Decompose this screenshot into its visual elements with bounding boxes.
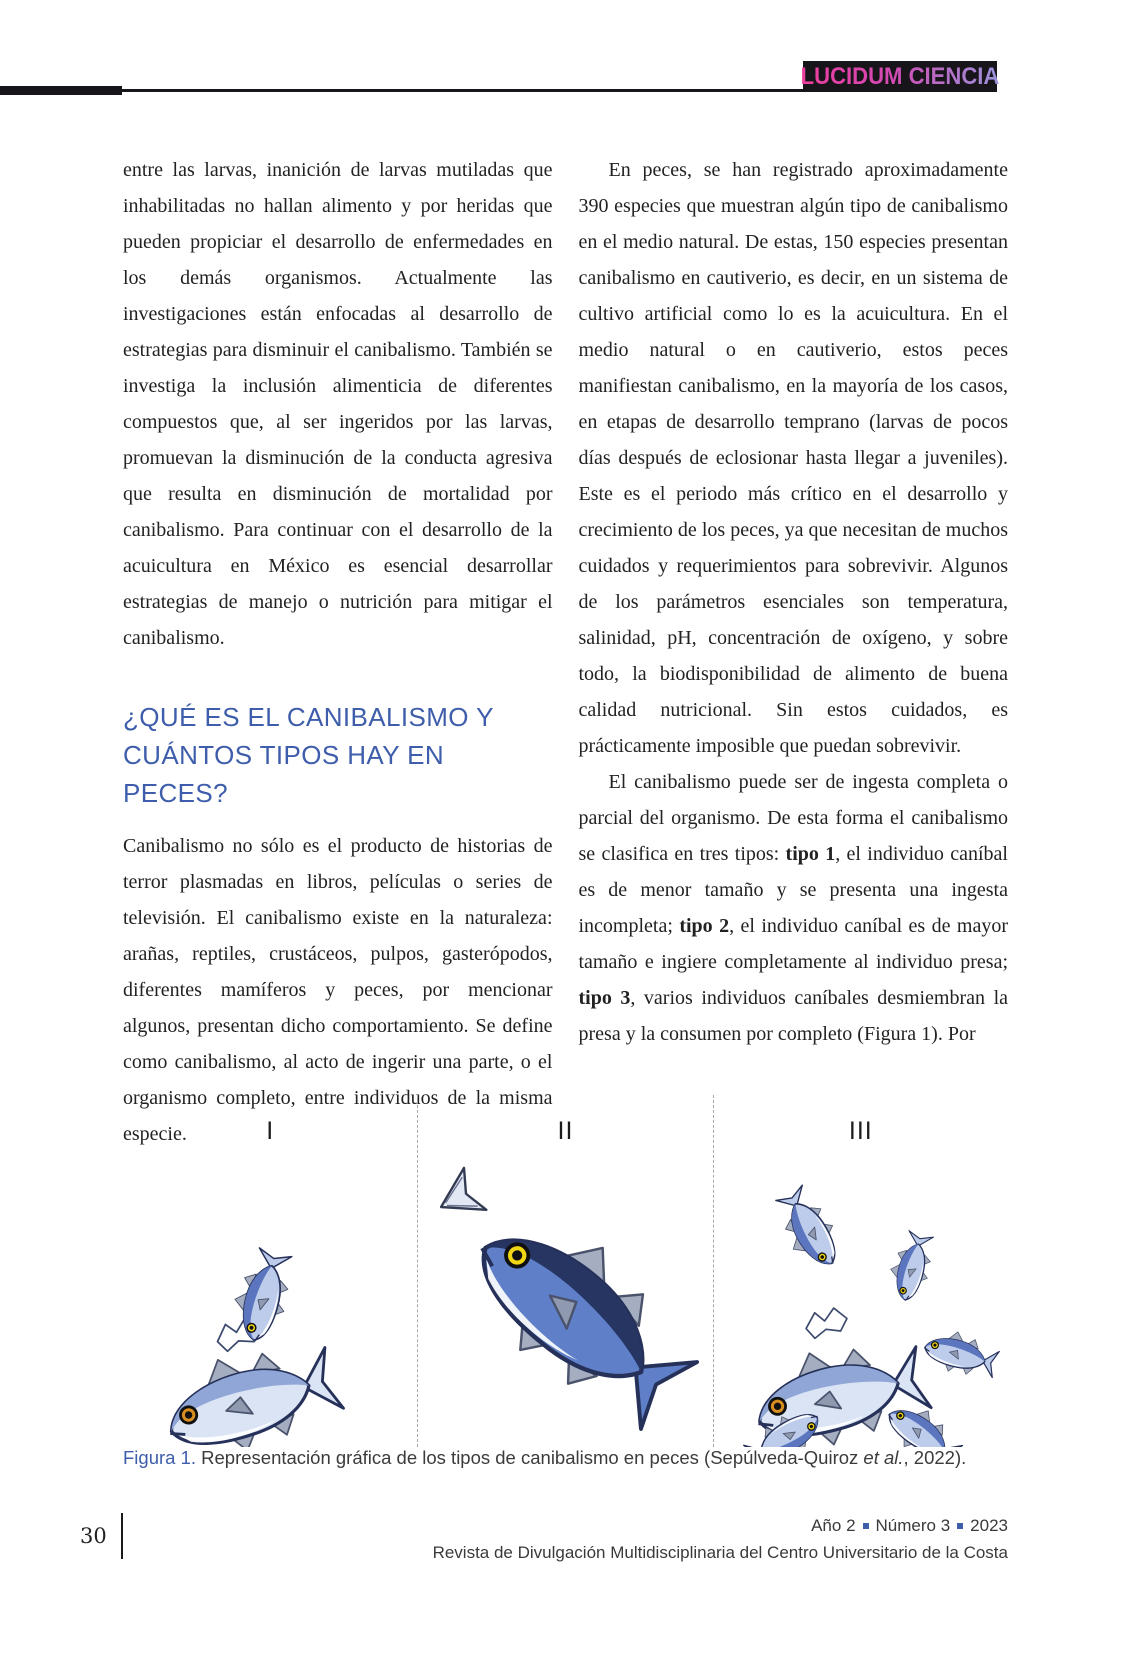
footer-issue-line — [433, 1512, 1008, 1539]
left-column — [123, 152, 553, 1152]
right-column — [579, 152, 1009, 1152]
figure-panel-type2 — [417, 1095, 712, 1447]
types-text-4: , varios individuos caníbales desmiembran la presa y la consumen por completo (Figura 1). Por — [578, 987, 1008, 1045]
types-text-3: , el individuo caníbal es de mayor tamaño e ingiere completamente al individuo presa; — [578, 915, 1008, 973]
figure-caption — [123, 1446, 1008, 1470]
separator-square-icon — [863, 1523, 869, 1529]
figure-panel-type1 — [123, 1095, 417, 1447]
figure-panel-type3-label: III — [848, 1117, 873, 1145]
article-body — [123, 152, 1008, 1152]
separator-square-icon — [957, 1523, 963, 1529]
fish-type2-icon — [418, 1147, 712, 1447]
types-bold-tipo1: tipo 1 — [785, 843, 836, 865]
types-bold-tipo3: tipo 3 — [578, 987, 631, 1009]
section-heading-line2: CUÁNTOS TIPOS HAY EN PECES? — [123, 740, 445, 808]
paragraph-definition: Canibalismo no sólo es el producto de historias de terror plasmadas en libros, películas o series de televisión. El canibalismo existe en la naturaleza: arañas, reptiles, crustáceos, pulpos, gasterópodos, diferentes mamíferos y peces, por mencionar algunos, presentan dicho comportamiento. Se define como canibalismo, al acto de ingerir una parte, o el organismo completo, entre individuos de la misma especie. — [123, 835, 553, 1145]
section-heading-line1: ¿QUÉ ES EL CANIBALISMO Y — [123, 702, 494, 732]
figure-panel-type3 — [713, 1095, 1008, 1447]
page-number: 30 — [80, 1524, 107, 1548]
fish-type1-icon — [123, 1147, 417, 1447]
types-text-1: El canibalismo puede ser de ingesta completa o parcial del organismo. De esta forma el canibalismo se clasifica en tres tipos: — [578, 771, 1008, 865]
footer-number-label: Número 3 — [875, 1516, 951, 1535]
paragraph-continuation: entre las larvas, inanición de larvas mutiladas que inhabilitadas no hallan alimento y por heridas que pueden propiciar el desarrollo de enfermedades en los demás organismos. Actualmente las investigaciones están enfocadas al desarrollo de estrategias para disminuir el canibalismo. También se investiga la inclusión alimenticia de diferentes compuestos que, al ser ingeridos por las larvas, promuevan la disminución de la conducta agresiva que resulta en disminución de mortalidad por canibalismo. Para continuar con el desarrollo de la acuicultura en México es esencial desarrollar estrategias de manejo o nutrición para mitigar el canibalismo. — [123, 159, 553, 649]
figure-caption-text-1: Representación gráfica de los tipos de canibalismo en peces (Sepúlveda-Quiroz — [196, 1447, 864, 1468]
paragraph-species: En peces, se han registrado aproximadamente 390 especies que muestran algún tipo de canibalismo en el medio natural. De estas, 150 especies presentan canibalismo en cautiverio, es decir, en un sistema de cultivo artificial como lo es la acuicultura. En el medio natural o en cautiverio, estos peces manifiestan canibalismo, en la mayoría de los casos, en etapas de desarrollo temprano (larvas de pocos días después de eclosionar hasta llegar a juveniles). Este es el periodo más crítico en el desarrollo y crecimiento de los peces, ya que necesitan de muchos cuidados y requerimientos para sobrevivir. Algunos de los parámetros esenciales son temperatura, salinidad, pH, concentración de oxígeno, y sobre todo, la biodisponibilidad de alimento de buena calidad nutricional. Sin estos cuidados, es prácticamente imposible que puedan sobrevivir. — [578, 159, 1008, 757]
figure-panel-type2-label: II — [557, 1117, 574, 1145]
header-thick-bar — [0, 86, 122, 95]
types-text-2: , el individuo caníbal es de menor tamaño y se presenta una ingesta incompleta; — [578, 843, 1008, 937]
section-heading — [123, 698, 553, 812]
magazine-logo-text: LUCIDUM CIENCIA — [800, 62, 1000, 90]
figure-caption-label: Figura 1. — [123, 1447, 197, 1468]
footer-journal-line: Revista de Divulgación Multidisciplinaria del Centro Universitario de la Costa — [432, 1543, 1008, 1562]
header-rule — [122, 89, 803, 92]
footer-right-block — [433, 1512, 1008, 1566]
figure-panel-type3-illustration — [714, 1147, 1008, 1447]
figure-caption-text-2: , 2022). — [903, 1447, 967, 1468]
types-bold-tipo2: tipo 2 — [679, 915, 730, 937]
footer-year-label: Año 2 — [811, 1516, 856, 1535]
figure-panel-type2-illustration — [418, 1147, 712, 1447]
magazine-logo — [800, 61, 1000, 92]
fish-type3-icon — [714, 1147, 1008, 1447]
footer-year: 2023 — [970, 1516, 1008, 1535]
footer-vertical-rule — [121, 1513, 123, 1559]
paragraph-types — [579, 764, 1009, 1052]
figure-panel-type1-illustration — [123, 1147, 417, 1447]
figure-caption-etal: et al. — [863, 1447, 904, 1468]
figure-1 — [123, 1095, 1008, 1447]
figure-panel-type1-label: I — [266, 1117, 275, 1145]
